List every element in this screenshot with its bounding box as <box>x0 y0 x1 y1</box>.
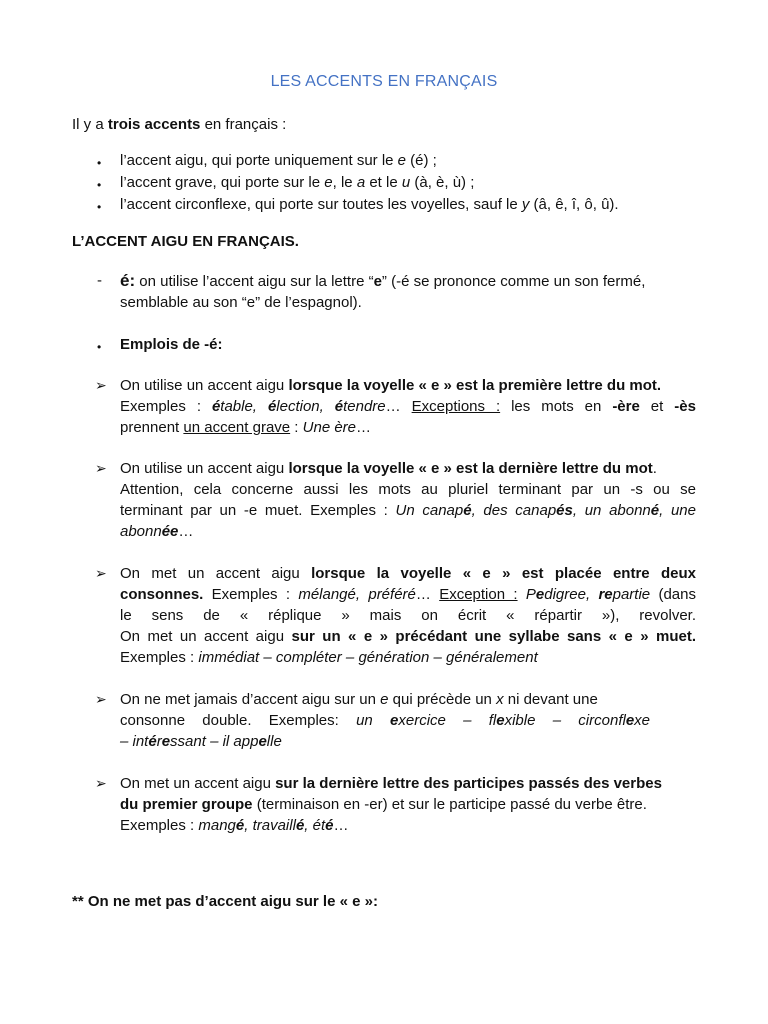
accent-item-grave <box>120 172 696 193</box>
text: , des canap <box>471 502 557 519</box>
text: … <box>385 398 412 415</box>
text: : <box>290 419 303 436</box>
text: ” (-é se prononce comme un son fermé, <box>381 273 646 290</box>
text: … <box>415 586 440 603</box>
text: – int <box>120 733 149 750</box>
text: , ét <box>304 817 326 834</box>
text: e <box>390 712 399 729</box>
text: sur un « e » précédant une syllabe sans « e » muet. <box>291 628 697 645</box>
text: ée <box>161 523 179 540</box>
text: lorsque la voyelle « e » est placée entre deux <box>311 565 697 582</box>
text: (â, ê, î, ô, û). <box>529 196 619 213</box>
text: On ne met jamais d’accent aigu sur un <box>120 691 381 708</box>
text: e <box>625 712 635 729</box>
text: és <box>556 502 573 519</box>
text: lorsque la voyelle « e » est la dernière lettre du mot <box>288 460 653 477</box>
text: e <box>324 174 333 191</box>
text: xible – circonfl <box>504 712 626 729</box>
text: e <box>496 712 505 729</box>
text: é <box>325 817 334 834</box>
text: (é) ; <box>406 152 437 169</box>
section-heading: L’ACCENT AIGU EN FRANÇAIS. <box>72 233 299 250</box>
text: e <box>397 152 407 169</box>
text: a <box>356 174 366 191</box>
text: un <box>356 712 391 729</box>
text: r <box>598 586 605 603</box>
text: On met un accent aigu <box>120 628 292 645</box>
text: Exception : <box>439 586 518 603</box>
rule-before-x <box>120 689 650 752</box>
text: Attention, cela concerne aussi les mots au pluriel terminant par un -s ou se <box>120 481 696 498</box>
text: qui précède un <box>388 691 497 708</box>
text: Une ère <box>302 419 357 436</box>
text: lorsque la voyelle « e » est la première lettre du mot. <box>288 377 662 394</box>
text: prennent <box>120 419 184 436</box>
text: é <box>235 817 245 834</box>
text: é <box>463 502 472 519</box>
footer-note: ** On ne met pas d’accent aigu sur le « e »: <box>72 893 378 910</box>
arrow-bullet-icon: ➢ <box>95 691 107 707</box>
text: é <box>267 398 277 415</box>
text: consonne double. Exemples: <box>120 712 357 729</box>
text: digree, <box>544 586 599 603</box>
rule-last-letter <box>120 458 696 542</box>
text: partie <box>612 586 651 603</box>
text: e <box>604 586 613 603</box>
text: -ère <box>612 398 640 415</box>
bullet-icon: • <box>97 340 102 354</box>
text: , un abonn <box>572 502 651 519</box>
text: é <box>148 733 157 750</box>
text: ni devant une <box>503 691 598 708</box>
text: e <box>161 733 171 750</box>
text: sur la dernière lettre des participes passés des verbes <box>275 775 662 792</box>
intro-pre: Il y a <box>72 116 108 133</box>
text: -ès <box>674 398 696 415</box>
text: Exemples : <box>120 649 199 666</box>
text: abonn <box>120 523 162 540</box>
arrow-bullet-icon: ➢ <box>95 377 107 393</box>
text: mang <box>198 817 236 834</box>
text: Exemples : <box>120 398 212 415</box>
text: … <box>356 419 372 436</box>
text: du premier groupe <box>120 796 253 813</box>
intro-line <box>72 114 696 135</box>
text: l’accent grave, qui porte sur le <box>120 174 325 191</box>
text: et le <box>365 174 402 191</box>
text: P <box>525 586 536 603</box>
text: é <box>650 502 660 519</box>
rule-past-participle <box>120 773 696 836</box>
text: On utilise un accent aigu <box>120 377 289 394</box>
text: Exemples : <box>120 817 199 834</box>
text: terminant par un -e muet. Exemples : <box>120 502 396 519</box>
text: les mots en <box>500 398 613 415</box>
text: xercice – fl <box>398 712 497 729</box>
text: é <box>334 398 344 415</box>
text: un accent grave <box>183 419 291 436</box>
text: Exceptions : <box>411 398 501 415</box>
text: y <box>521 196 530 213</box>
text: , travaill <box>244 817 296 834</box>
text: ssant – il app <box>170 733 259 750</box>
text: mélangé, préféré <box>298 586 416 603</box>
dash-marker: - <box>97 272 102 289</box>
accent-item-aigu <box>120 150 696 171</box>
accent-item-circonflexe <box>120 194 696 215</box>
text: Exemples : <box>203 586 299 603</box>
text <box>518 586 526 603</box>
emplois-heading: Emplois de -é: <box>120 336 223 353</box>
text: (à, è, ù) ; <box>410 174 475 191</box>
text: On utilise un accent aigu <box>120 460 289 477</box>
text: (terminaison en -er) et sur le participe passé du verbe être. <box>252 796 647 813</box>
text: … <box>333 817 349 834</box>
text: consonnes. <box>120 586 204 603</box>
text: On met un accent aigu <box>120 565 312 582</box>
text: Un canap <box>395 502 464 519</box>
arrow-bullet-icon: ➢ <box>95 565 107 581</box>
text: é <box>211 398 221 415</box>
text: , le <box>332 174 357 191</box>
text: (dans <box>650 586 696 603</box>
text: et <box>639 398 675 415</box>
intro-bold: trois accents <box>107 116 201 133</box>
text: e <box>535 586 545 603</box>
text: l’accent aigu, qui porte uniquement sur le <box>120 152 398 169</box>
text: e <box>258 733 267 750</box>
text: é: <box>120 271 136 290</box>
text: l’accent circonflexe, qui porte sur toutes les voyelles, sauf le <box>120 196 522 213</box>
rule-between-consonants <box>120 563 696 668</box>
text: immédiat – compléter – génération – généralement <box>198 649 538 666</box>
text: tendre <box>343 398 386 415</box>
arrow-bullet-icon: ➢ <box>95 775 107 791</box>
text: e <box>373 273 382 290</box>
text: r <box>156 733 162 750</box>
e-definition <box>120 270 696 313</box>
text: , une <box>659 502 696 519</box>
intro-post: en français : <box>200 116 287 133</box>
text: xe <box>634 712 650 729</box>
text: e <box>380 691 389 708</box>
text: x <box>496 691 504 708</box>
bullet-icon: • <box>97 178 102 192</box>
text: on utilise l’accent aigu sur la lettre “ <box>135 273 374 290</box>
text: … <box>178 523 194 540</box>
text: le sens de « réplique » mais on écrit « répartir »), revolver. <box>120 607 696 624</box>
text: table, <box>220 398 268 415</box>
text: é <box>295 817 305 834</box>
rule-first-letter <box>120 375 696 438</box>
page-title: LES ACCENTS EN FRANÇAIS <box>270 73 498 90</box>
bullet-icon: • <box>97 200 102 214</box>
text: lle <box>266 733 282 750</box>
bullet-icon: • <box>97 156 102 170</box>
text: On met un accent aigu <box>120 775 276 792</box>
text: u <box>401 174 411 191</box>
text: semblable au son “e” de l’espagnol). <box>120 294 362 311</box>
arrow-bullet-icon: ➢ <box>95 460 107 476</box>
text: . <box>652 460 657 477</box>
text: lection, <box>276 398 335 415</box>
